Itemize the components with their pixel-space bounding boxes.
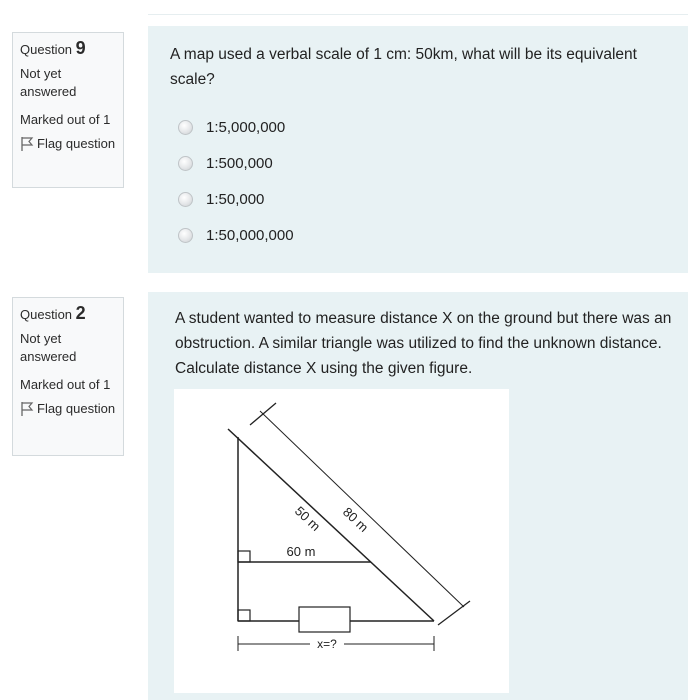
question-marks: Marked out of 1 — [20, 112, 111, 127]
answer-label: 1:500,000 — [206, 154, 273, 172]
label-x: x=? — [317, 637, 337, 651]
flag-question-link[interactable] — [20, 135, 117, 153]
question-figure — [174, 389, 509, 693]
radio-button[interactable] — [178, 120, 193, 135]
hypotenuse-extension-bottom — [438, 601, 470, 625]
label-60: 60 m — [286, 544, 316, 559]
right-angle-mark-upper — [238, 551, 250, 562]
similar-triangle-diagram — [174, 389, 509, 693]
radio-button[interactable] — [178, 156, 193, 171]
question-text: A student wanted to measure distance X on the ground but there was an obstruction. A similar triangle was utilized to find the unknown distance. Calculate distance X using the given figure. — [175, 310, 672, 377]
flag-icon — [20, 136, 34, 152]
question-marks: Marked out of 1 — [20, 377, 111, 392]
hypotenuse — [228, 429, 434, 621]
question-info-q9 — [12, 32, 124, 188]
question-text: A map used a verbal scale of 1 cm: 50km, what will be its equivalent scale? — [170, 46, 637, 88]
answer-option[interactable] — [148, 145, 688, 181]
question-content-q9 — [148, 26, 688, 273]
radio-button[interactable] — [178, 192, 193, 207]
question-number — [20, 39, 117, 59]
flag-question-link[interactable] — [20, 400, 117, 418]
answer-option[interactable] — [148, 217, 688, 253]
obstruction-rectangle — [299, 607, 350, 632]
question-number — [20, 304, 117, 324]
answer-label: 1:50,000 — [206, 190, 265, 208]
question-state: Not yet answered — [20, 331, 77, 364]
dimension-line-80 — [260, 411, 464, 607]
label-80: 80 m — [339, 504, 372, 535]
answer-option[interactable] — [148, 109, 688, 145]
flag-icon — [20, 401, 34, 417]
flag-question-label: Flag question — [37, 136, 116, 151]
answer-label: 1:50,000,000 — [206, 226, 294, 244]
top-strip — [148, 0, 688, 15]
question-number-value: 2 — [75, 303, 86, 323]
answer-option[interactable] — [148, 181, 688, 217]
question-state: Not yet answered — [20, 66, 77, 99]
question-number-value: 9 — [75, 38, 86, 58]
answer-list — [148, 109, 688, 253]
question-content-q2 — [148, 292, 688, 700]
answer-label: 1:5,000,000 — [206, 118, 286, 136]
question-label: Question — [20, 307, 73, 322]
flag-question-label: Flag question — [37, 401, 116, 416]
question-info-q2 — [12, 297, 124, 456]
radio-button[interactable] — [178, 228, 193, 243]
right-angle-mark-lower — [238, 610, 250, 621]
label-50: 50 m — [291, 503, 324, 534]
question-label: Question — [20, 42, 73, 57]
